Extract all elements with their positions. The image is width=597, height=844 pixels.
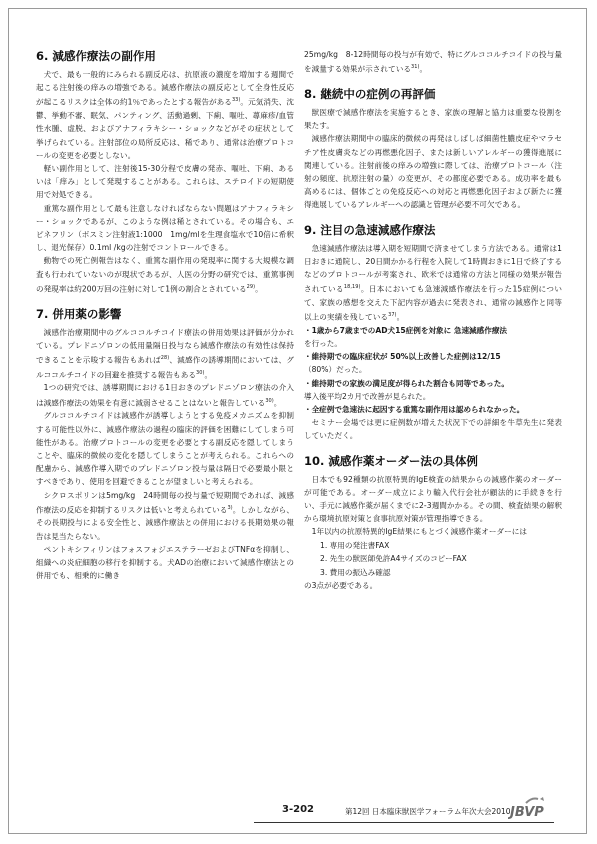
list-item: 2. 先生の獣医師免許A4サイズのコピーFAX [320, 554, 467, 564]
section-10-title: 10. 減感作薬オーダー法の具体例 [304, 453, 478, 468]
section-7-paragraph-5: ペントキシフィリンはフォスフォジエステラーゼおよびTNFαを抑制し、組織への炎症細胞の移行を抑制する。犬ADの治療において減感作療法との併用でも、相乗的に働き [36, 544, 294, 581]
bullet-3: ・維持期での家族の満足度が得られた割合も同等であった。 導入後平均2カ月で改善が見られた。 [304, 378, 509, 401]
footer-rule [254, 822, 554, 823]
section-10-paragraph-1: 日本でも92種類の抗原特異的IgE検査の結果からの減感作薬のオーダーが可能である。オーダー成立により輸入代行会社が顧法的に手続きを行い、手元に減感作薬が届くまでに2-3週間かかる。その間、検査結果の解釈から環境抗原対策と食事抗原対策が管理指導できる。 [304, 474, 562, 524]
svg-text:JBVP: JBVP [510, 805, 544, 819]
section-9-paragraph-2: セミナー会場では更に症例数が増えた状況下での詳細を牛草先生に発表していただく。 [304, 418, 562, 441]
page-number: 3-202 [282, 804, 314, 815]
list-item: 3. 費用の振込み確認 [320, 567, 391, 577]
section-7-paragraph-3: グルココルチコイドは減感作が誘導しようとする免疫メカニズムを抑制する可能性以外に、減感作療法の過程の臨床的評価を困難にしてしまう可能性がある。治療プロトコールの変更を必要とする副反応を隠してしまうことや、臨床的徴候の変化を隠してしまうことが考えられる。これらへの配慮から、減感作導入期でのプレドニゾロン投与量は隔日で必要最小限とすべきであり、使用を回避できることが望ましいと考えられる。 [36, 411, 294, 487]
section-8-paragraph-1: 獣医療で減感作療法を実施するとき、家族の理解と協力は重要な役割を果たす。 [304, 107, 562, 131]
right-column [304, 48, 562, 593]
section-9-title: 9. 注目の急速減感作療法 [304, 222, 436, 237]
list-item: 1. 専用の発注書FAX [320, 540, 390, 550]
continued-paragraph: 25mg/kg 8-12時間毎の投与が有効で、特にグルココルチコイドの投与量を減量する効果が示されている$^{31)}$。 [304, 50, 562, 74]
bullet-1: ・1歳から7歳までのAD犬15症例を対象に 急速減感作療法 を行った。 [304, 325, 508, 349]
section-6-paragraph-3: 重篤な副作用として最も注意しなければならない問題はアナフィラキシー・ショックであるが、このような例は稀とされている。その場合も、エピネフリン（ボスミン注射液1:1000 1mg/mlを生理食塩水で10倍に希釈し、退光保存）0.1ml /kgの注射でコントロールできる。 [36, 203, 294, 253]
section-7-paragraph-1: 減感作治療期間中のグルココルチコイド療法の併用効果は評価が分かれている。プレドニゾロンの低用量隔日投与なら減感作療法の有効性は保持できることを示唆する報告もあれば$^{28)}$、減感作の誘導期間においては、グルココルチコイドの回避を推奨する報告もある$^{30)}$。 [36, 327, 294, 380]
section-7-title: 7. 併用薬の影響 [36, 306, 122, 321]
section-6-paragraph-1: 犬で、最も一般的にみられる副反応は、抗原液の濃度を増加する週間で起こる注射後の痒みの増強である。減感作療法の副反応として全身性反応が起こるリスクは全体の約1％であったとする報告がある$^{33)}$。元気消失、沈鬱、挙動不審、眠気、パンティング、活動過剰、下痢、嘔吐、蕁麻疹/血管性水腫、虚脱、およびアナフィラキシー・ショックなどがその症状として挙げられている。注射部位の局所反応は、稀であり、通常は治療プロトコールの変更を必要としない。 [36, 70, 294, 160]
section-9-paragraph-1: 急速減感作療法は導入期を短期間で済ませてしまう方法である。通常は1日おきに通院し、20日間かかる行程を入院して1時間おきに1日で終了するなどのプロトコールが考案され、欧米では通常の方法と同様の効果が報告されている$^{18,19)}$。日本においても急速減感作療法を行った15症例について、家族の感想を交えた下記内容が過去に発表され、通常の減感作と同等以上の実績を残している$^{37)}$。 [304, 243, 563, 322]
section-7-paragraph-4: シクロスポリンは5mg/kg 24時間毎の投与量で短期間であれば、減感作療法の反応を抑制するリスクは低いと考えられている$^{3)}$。しかしながら、その長期投与による安全性と、減感作療法との併用における長期効果の報告は見当たらない。 [36, 490, 294, 541]
conference-name: 第12回 日本臨床獣医学フォーラム年次大会2010 [345, 807, 511, 816]
left-column [36, 48, 294, 583]
bullet-2: ・維持期での臨床症状が 50%以上改善した症例は12/15 （80%）だった。 [304, 352, 501, 375]
section-7-paragraph-2: 1つの研究では、誘導期間における1日おきのプレドニゾロン療法の介入は減感作療法の効果を有意に減弱させることはないと報告している$^{30)}$。 [36, 383, 294, 408]
section-8-title: 8. 継続中の症例の再評価 [304, 86, 436, 101]
section-10-paragraph-2: 1年以内の抗原特異的IgE結果にもとづく減感作薬オーダーには [311, 527, 528, 537]
jbvp-logo [508, 797, 554, 819]
section-8-paragraph-2: 減感作療法期間中の臨床的徴候の再発はしばしば細菌性膿皮症やマラセチア性皮膚炎などの再燃悪化因子、または新しいアレルギーの獲得進展に関連している。注射前後の痒みの増強に際しては、治療プロトコール（注射の頻度、抗原注射の量）の変更が、その都度必要である。成功率を最も高めるには、個体ごとの免疫反応への対応と再燃悪化因子および新たに獲得進展しているアレルギーへの認識と管理が必要不可欠である。 [304, 134, 562, 210]
section-10-paragraph-3: の3点が必要である。 [304, 581, 378, 591]
section-6-paragraph-2: 軽い副作用として、注射後15-30分程で皮膚の発赤、嘔吐、下痢、あるいは「痒み」として発現することがある。これらは、ステロイドの短期使用で対処できる。 [36, 163, 294, 200]
section-6-title: 6. 減感作療法の副作用 [36, 49, 156, 63]
bullet-4: ・全症例で急速法に起因する重篤な副作用は認められなかった。 [304, 405, 525, 415]
section-6-paragraph-4: 動物での死亡例報告はなく、重篤な副作用の発現率に関する大規模な調査も行われていないのが現状であるが、人医の分野の研究では、重篤事例の発現率は約200万回の注射に対して1例の割合とされている$^{29)}$。 [36, 256, 294, 294]
